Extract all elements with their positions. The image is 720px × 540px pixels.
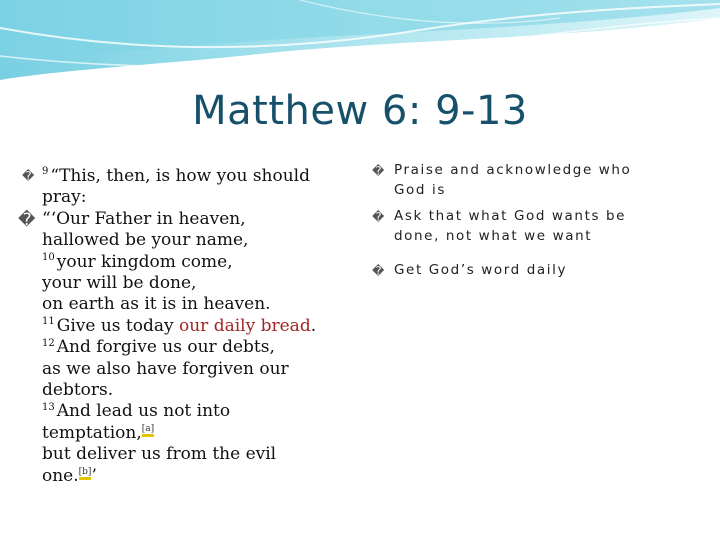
verse-number: 9 (42, 166, 49, 178)
passage-text: as we also have forgiven our (42, 358, 289, 379)
passage-line (22, 444, 352, 465)
passage-line (22, 187, 352, 208)
bullet-icon: � (372, 264, 386, 278)
decorative-wave-header (0, 0, 720, 90)
bullet-icon: � (22, 169, 35, 183)
passage-text: but deliver us from the evil (42, 444, 277, 465)
key-point-item (372, 206, 702, 246)
passage-line (22, 252, 352, 273)
passage-text: . (310, 315, 317, 336)
passage-line (22, 273, 352, 294)
passage-text: Give us today (56, 315, 179, 336)
passage-line (22, 230, 352, 251)
key-point-text: Praise and acknowledge who (394, 162, 632, 178)
passage-text: And forgive us our debts, (56, 337, 275, 358)
key-point-text: Get God’s word daily (394, 262, 568, 278)
highlighted-phrase: our daily bread (179, 315, 311, 336)
passage-text: one. (42, 465, 79, 486)
verse-number: 13 (42, 401, 55, 413)
key-point-item (372, 260, 702, 280)
key-points-list (372, 160, 702, 286)
passage-line (22, 166, 352, 187)
bullet-icon: � (372, 164, 386, 178)
verse-number: 11 (42, 316, 55, 328)
passage-line (22, 294, 352, 315)
passage-text: your will be done, (42, 273, 197, 294)
passage-text: And lead us not into (56, 401, 231, 422)
passage-text: your kingdom come, (56, 251, 233, 272)
bullet-icon: � (372, 210, 386, 224)
passage-line (22, 380, 352, 401)
footnote-link-b[interactable]: [b] (79, 467, 92, 480)
passage-text: on earth as it is in heaven. (42, 294, 271, 315)
verse-number: 10 (42, 251, 55, 263)
passage-line (22, 466, 352, 487)
passage-line (22, 359, 352, 380)
passage-line (22, 423, 352, 444)
passage-line (22, 316, 352, 337)
scripture-passage (18, 166, 352, 487)
key-point-text: done, not what we want (394, 228, 593, 244)
passage-line (22, 401, 352, 422)
key-point-text: God is (394, 182, 446, 198)
key-point-text: Ask that what God wants be (394, 208, 627, 224)
footnote-link-a[interactable]: [a] (142, 424, 154, 437)
slide-title: Matthew 6: 9-13 (192, 88, 528, 134)
passage-line (18, 208, 352, 230)
passage-text: hallowed be your name, (42, 230, 249, 251)
passage-line (22, 337, 352, 358)
passage-text: ’ (91, 465, 97, 486)
passage-text: temptation, (42, 422, 142, 443)
passage-text: pray: (42, 187, 87, 208)
passage-text: “This, then, is how you should (50, 166, 310, 186)
key-point-item (372, 160, 702, 200)
verse-number: 12 (42, 337, 55, 349)
passage-text: “‘Our Father in heaven, (42, 208, 246, 229)
bullet-icon: � (18, 209, 36, 230)
passage-text: debtors. (42, 380, 114, 401)
